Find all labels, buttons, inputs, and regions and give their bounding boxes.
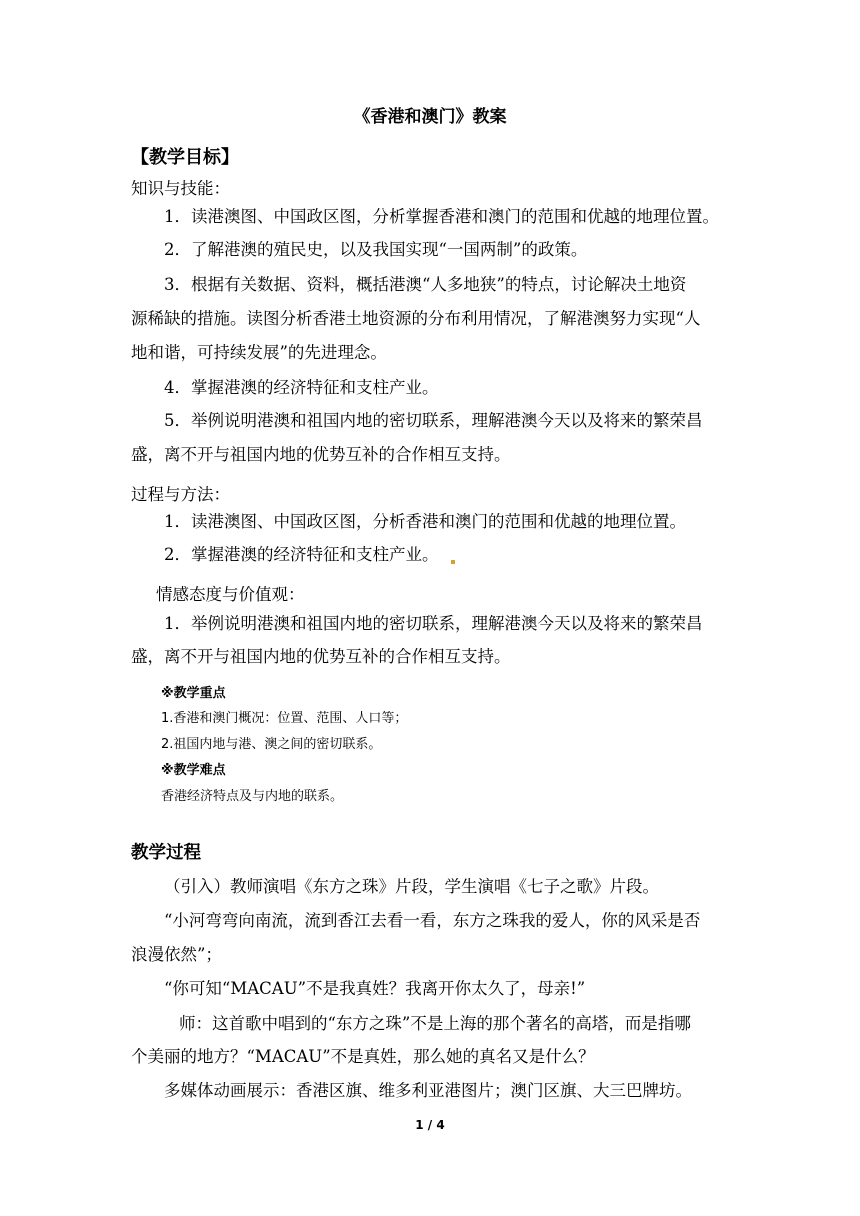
page-number: 1 / 4: [415, 1118, 445, 1132]
teaching-line-6: 个美丽的地方？“MACAU”不是真姓，那么她的真名又是什么？: [131, 1047, 595, 1066]
knowledge-item-3-line-2: 源稀缺的措施。读图分析香港土地资源的分布利用情况，了解港澳努力实现“人: [131, 309, 701, 328]
edit-mark: [451, 560, 455, 564]
teaching-heading: 教学过程: [131, 843, 201, 863]
knowledge-item-1: 1．读港澳图、中国政区图，分析掌握香港和澳门的范围和优越的地理位置。: [164, 207, 719, 226]
knowledge-heading: 知识与技能：: [131, 179, 230, 198]
knowledge-item-3-line-1: 3．根据有关数据、资料，概括港澳“人多地狭”的特点，讨论解决土地资: [164, 275, 687, 294]
document-title: 《香港和澳门》教案: [353, 107, 507, 127]
key-heading: ※教学重点: [161, 686, 226, 701]
objectives-heading: 【教学目标】: [131, 147, 239, 168]
difficult-point-1: 香港经济特点及与内地的联系。: [161, 789, 344, 804]
teaching-line-7: 多媒体动画展示：香港区旗、维多利亚港图片；澳门区旗、大三巴牌坊。: [164, 1081, 692, 1100]
process-item-1: 1．读港澳图、中国政区图，分析香港和澳门的范围和优越的地理位置。: [164, 512, 686, 531]
knowledge-item-2: 2．了解港澳的殖民史，以及我国实现“一国两制”的政策。: [164, 240, 588, 259]
teaching-line-5: 师：这首歌中唱到的“东方之珠”不是上海的那个著名的高塔，而是指哪: [179, 1014, 691, 1033]
process-item-2: 2．掌握港澳的经济特征和支柱产业。: [164, 545, 439, 564]
process-heading: 过程与方法：: [131, 485, 230, 504]
teaching-line-3: 浪漫依然”；: [131, 945, 222, 964]
attitude-heading: 情感态度与价值观：: [156, 585, 305, 604]
knowledge-item-5-line-1: 5．举例说明港澳和祖国内地的密切联系，理解港澳今天以及将来的繁荣昌: [164, 411, 703, 430]
knowledge-item-5-line-2: 盛，离不开与祖国内地的优势互补的合作相互支持。: [131, 445, 511, 464]
knowledge-item-3-line-3: 地和谐，可持续发展”的先进理念。: [131, 343, 387, 362]
teaching-line-2: “小河弯弯向南流，流到香江去看一看，东方之珠我的爱人，你的风采是否: [164, 911, 701, 930]
teaching-line-1: （引入）教师演唱《东方之珠》片段，学生演唱《七子之歌》片段。: [164, 877, 659, 896]
difficult-heading: ※教学难点: [161, 763, 226, 778]
key-point-2: 2.祖国内地与港、澳之间的密切联系。: [161, 737, 382, 752]
key-point-1: 1.香港和澳门概况：位置、范围、人口等；: [161, 711, 408, 726]
teaching-line-4: “你可知“MACAU”不是我真姓？我离开你太久了，母亲!”: [164, 979, 586, 998]
knowledge-item-4: 4．掌握港澳的经济特征和支柱产业。: [164, 378, 439, 397]
attitude-item-1-line-1: 1．举例说明港澳和祖国内地的密切联系，理解港澳今天以及将来的繁荣昌: [164, 614, 703, 633]
attitude-item-1-line-2: 盛，离不开与祖国内地的优势互补的合作相互支持。: [131, 647, 511, 666]
